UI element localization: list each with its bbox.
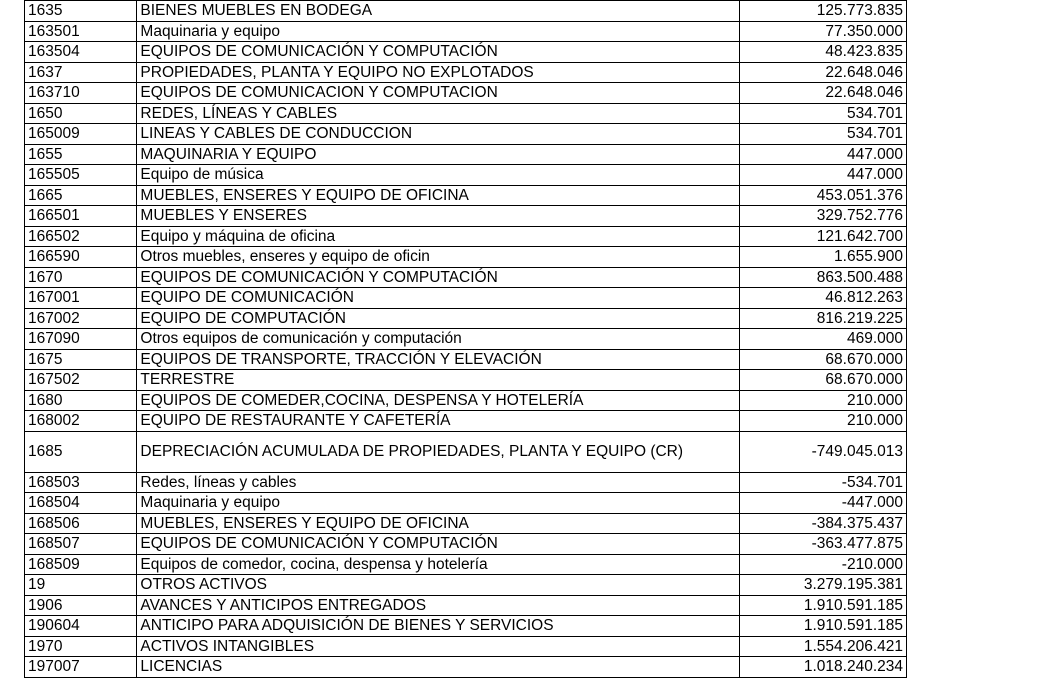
account-code-cell: 1650: [25, 103, 137, 124]
amount-cell: 68.670.000: [740, 349, 907, 370]
account-code-cell: 1680: [25, 390, 137, 411]
account-code-cell: 168509: [25, 554, 137, 575]
account-name-cell: EQUIPO DE COMPUTACIÓN: [137, 308, 740, 329]
amount-cell: 1.910.591.185: [740, 616, 907, 637]
table-row: [25, 575, 907, 596]
table-row: [25, 21, 907, 42]
account-code-cell: 197007: [25, 657, 137, 678]
account-name-cell: Maquinaria y equipo: [137, 493, 740, 514]
account-name-cell: EQUIPO DE RESTAURANTE Y CAFETERÍA: [137, 411, 740, 432]
account-code-cell: 1665: [25, 185, 137, 206]
account-name-cell: Otros equipos de comunicación y computación: [137, 329, 740, 350]
amount-cell: 1.910.591.185: [740, 595, 907, 616]
table-row: [25, 411, 907, 432]
account-name-cell: EQUIPOS DE COMUNICACIÓN Y COMPUTACIÓN: [137, 534, 740, 555]
account-name-cell: LICENCIAS: [137, 657, 740, 678]
amount-cell: -384.375.437: [740, 513, 907, 534]
account-code-cell: 168503: [25, 472, 137, 493]
amount-cell: -447.000: [740, 493, 907, 514]
table-row: [25, 124, 907, 145]
amount-cell: 453.051.376: [740, 185, 907, 206]
table-row: [25, 83, 907, 104]
amount-cell: 3.279.195.381: [740, 575, 907, 596]
account-name-cell: EQUIPOS DE COMEDER,COCINA, DESPENSA Y HOTELERÍA: [137, 390, 740, 411]
account-code-cell: 165009: [25, 124, 137, 145]
table-row: [25, 349, 907, 370]
account-name-cell: EQUIPOS DE COMUNICACIÓN Y COMPUTACIÓN: [137, 42, 740, 63]
account-name-cell: Equipos de comedor, cocina, despensa y hotelería: [137, 554, 740, 575]
table-row: [25, 185, 907, 206]
amount-cell: 329.752.776: [740, 206, 907, 227]
account-code-cell: 163504: [25, 42, 137, 63]
account-name-cell: Equipo de música: [137, 165, 740, 186]
table-row: [25, 472, 907, 493]
account-name-cell: LINEAS Y CABLES DE CONDUCCION: [137, 124, 740, 145]
table-row: [25, 370, 907, 391]
table-row: [25, 308, 907, 329]
amount-cell: 1.554.206.421: [740, 636, 907, 657]
amount-cell: 125.773.835: [740, 1, 907, 22]
amount-cell: -749.045.013: [740, 431, 907, 472]
table-row: [25, 616, 907, 637]
amount-cell: 816.219.225: [740, 308, 907, 329]
table-row: [25, 657, 907, 678]
account-code-cell: 167090: [25, 329, 137, 350]
account-code-cell: 1655: [25, 144, 137, 165]
table-row: [25, 390, 907, 411]
table-row: [25, 1, 907, 22]
amount-cell: 46.812.263: [740, 288, 907, 309]
table-row: [25, 226, 907, 247]
table-row: [25, 206, 907, 227]
account-code-cell: 19: [25, 575, 137, 596]
account-name-cell: DEPRECIACIÓN ACUMULADA DE PROPIEDADES, PLANTA Y EQUIPO (CR): [137, 431, 740, 472]
table-row: [25, 267, 907, 288]
amount-cell: 77.350.000: [740, 21, 907, 42]
table-row: [25, 42, 907, 63]
account-name-cell: AVANCES Y ANTICIPOS ENTREGADOS: [137, 595, 740, 616]
account-code-cell: 190604: [25, 616, 137, 637]
amount-cell: 22.648.046: [740, 62, 907, 83]
account-name-cell: ACTIVOS INTANGIBLES: [137, 636, 740, 657]
amount-cell: 68.670.000: [740, 370, 907, 391]
account-name-cell: Equipo y máquina de oficina: [137, 226, 740, 247]
account-code-cell: 168504: [25, 493, 137, 514]
account-name-cell: ANTICIPO PARA ADQUISICIÓN DE BIENES Y SERVICIOS: [137, 616, 740, 637]
amount-cell: 1.655.900: [740, 247, 907, 268]
table-row: [25, 103, 907, 124]
account-name-cell: Maquinaria y equipo: [137, 21, 740, 42]
amount-cell: -363.477.875: [740, 534, 907, 555]
amount-cell: 534.701: [740, 124, 907, 145]
amount-cell: -210.000: [740, 554, 907, 575]
amount-cell: 1.018.240.234: [740, 657, 907, 678]
account-code-cell: 1906: [25, 595, 137, 616]
account-code-cell: 1970: [25, 636, 137, 657]
table-row: [25, 431, 907, 472]
account-code-cell: 166590: [25, 247, 137, 268]
table-row: [25, 554, 907, 575]
account-code-cell: 168507: [25, 534, 137, 555]
account-code-cell: 1637: [25, 62, 137, 83]
account-code-cell: 166501: [25, 206, 137, 227]
account-name-cell: EQUIPO DE COMUNICACIÓN: [137, 288, 740, 309]
account-code-cell: 165505: [25, 165, 137, 186]
account-name-cell: MUEBLES, ENSERES Y EQUIPO DE OFICINA: [137, 513, 740, 534]
account-code-cell: 163710: [25, 83, 137, 104]
account-code-cell: 163501: [25, 21, 137, 42]
account-name-cell: MUEBLES, ENSERES Y EQUIPO DE OFICINA: [137, 185, 740, 206]
table-row: [25, 534, 907, 555]
amount-cell: 863.500.488: [740, 267, 907, 288]
account-name-cell: TERRESTRE: [137, 370, 740, 391]
account-code-cell: 167002: [25, 308, 137, 329]
account-code-cell: 166502: [25, 226, 137, 247]
amount-cell: 210.000: [740, 411, 907, 432]
account-name-cell: Otros muebles, enseres y equipo de oficin: [137, 247, 740, 268]
account-name-cell: MUEBLES Y ENSERES: [137, 206, 740, 227]
table-row: [25, 595, 907, 616]
account-name-cell: EQUIPOS DE COMUNICACIÓN Y COMPUTACIÓN: [137, 267, 740, 288]
account-name-cell: REDES, LÍNEAS Y CABLES: [137, 103, 740, 124]
table-row: [25, 144, 907, 165]
account-name-cell: EQUIPOS DE COMUNICACION Y COMPUTACION: [137, 83, 740, 104]
account-code-cell: 1670: [25, 267, 137, 288]
account-code-cell: 1685: [25, 431, 137, 472]
account-name-cell: Redes, líneas y cables: [137, 472, 740, 493]
amount-cell: 48.423.835: [740, 42, 907, 63]
amount-cell: 447.000: [740, 165, 907, 186]
amount-cell: 210.000: [740, 390, 907, 411]
account-name-cell: MAQUINARIA Y EQUIPO: [137, 144, 740, 165]
accounts-table: [24, 0, 907, 678]
amount-cell: 22.648.046: [740, 83, 907, 104]
amount-cell: 447.000: [740, 144, 907, 165]
amount-cell: -534.701: [740, 472, 907, 493]
account-name-cell: PROPIEDADES, PLANTA Y EQUIPO NO EXPLOTADOS: [137, 62, 740, 83]
accounts-table-body: [25, 0, 907, 677]
account-name-cell: OTROS ACTIVOS: [137, 575, 740, 596]
account-code-cell: 168002: [25, 411, 137, 432]
amount-cell: 121.642.700: [740, 226, 907, 247]
account-code-cell: 167001: [25, 288, 137, 309]
amount-cell: 534.701: [740, 103, 907, 124]
account-code-cell: 1675: [25, 349, 137, 370]
table-row: [25, 62, 907, 83]
table-row: [25, 288, 907, 309]
amount-cell: 469.000: [740, 329, 907, 350]
table-row: [25, 329, 907, 350]
table-row: [25, 493, 907, 514]
account-code-cell: 1635: [25, 1, 137, 22]
table-row: [25, 513, 907, 534]
account-code-cell: 167502: [25, 370, 137, 391]
table-row: [25, 636, 907, 657]
account-name-cell: BIENES MUEBLES EN BODEGA: [137, 1, 740, 22]
account-name-cell: EQUIPOS DE TRANSPORTE, TRACCIÓN Y ELEVACIÓN: [137, 349, 740, 370]
account-code-cell: 168506: [25, 513, 137, 534]
table-row: [25, 247, 907, 268]
table-row: [25, 165, 907, 186]
